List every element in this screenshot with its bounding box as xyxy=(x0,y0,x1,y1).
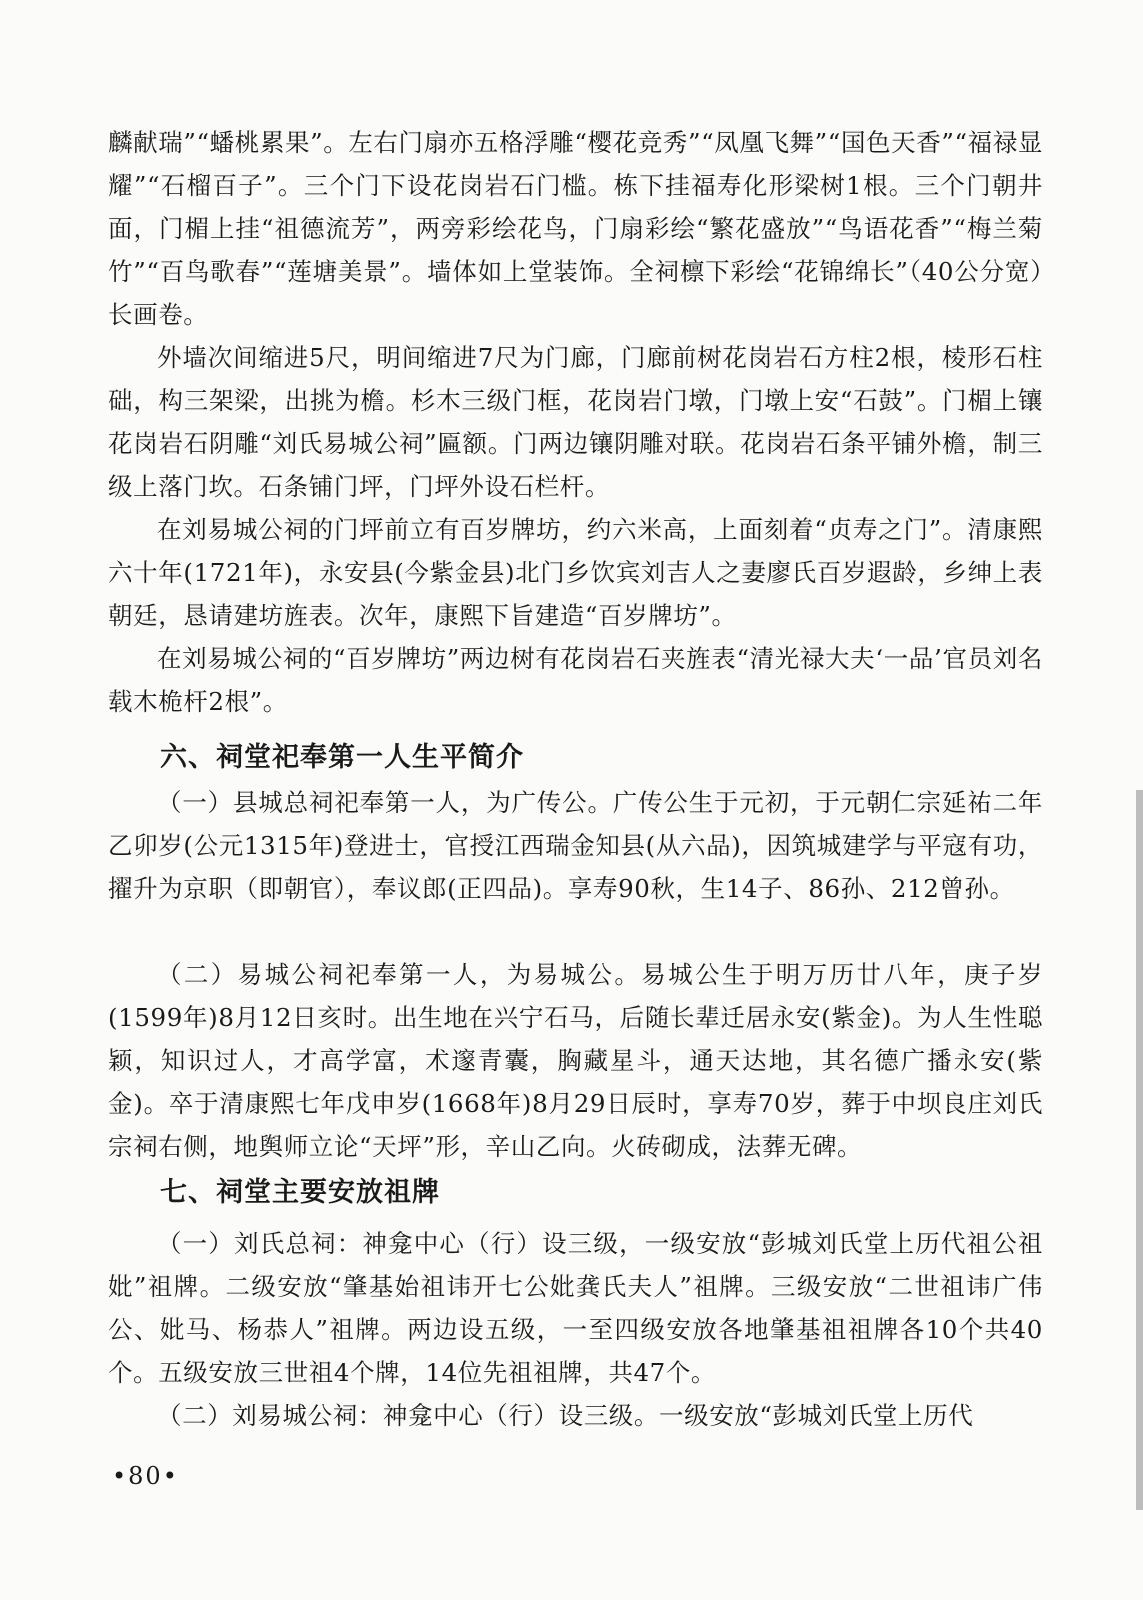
paragraph-yicheng-hall: （二）易城公祠祀奉第一人，为易城公。易城公生于明万历廿八年，庚子岁(1599年)8月12日亥时。出生地在兴宁石马，后随长辈迁居永安(紫金)。为人生性聪颖，知识过人，才高学富，术邃青囊，胸藏星斗，通天达地，其名德广播永安(紫金)。卒于清康熙七年戊申岁(1668年)8月29日辰时，享寿70岁，葬于中坝良庄刘氏宗祠右侧，地舆师立论“天坪”形，辛山乙向。火砖砌成，法葬无碑。 xyxy=(108,960,1043,1161)
section-heading-7: 七、祠堂主要安放祖牌 xyxy=(160,1177,440,1208)
section-heading-6: 六、祠堂祀奉第一人生平简介 xyxy=(160,742,524,773)
paragraph-main-hall-tablets: （一）刘氏总祠：神龛中心（行）设三级，一级安放“彭城刘氏堂上历代祖公祖妣”祖牌。二级安放“肇基始祖讳开七公妣龚氏夫人”祖牌。三级安放“二世祖讳广伟公、妣马、杨恭人”祖牌。两边设五级，一至四级安放各地肇基祖祖牌各10个共40个。五级安放三世祖4个牌，14位先祖祖牌，共47个。 xyxy=(108,1229,1043,1387)
paragraph-yicheng-hall-tablets: （二）刘易城公祠：神龛中心（行）设三级。一级安放“彭城刘氏堂上历代 xyxy=(157,1401,974,1430)
paragraph-flagpoles: 在刘易城公祠的“百岁牌坊”两边树有花岗岩石夹旌表“清光禄大夫‘一品’官员刘名载木桅杆2根”。 xyxy=(108,644,1043,716)
paragraph-county-ancestral-hall: （一）县城总祠祀奉第一人，为广传公。广传公生于元初，于元朝仁宗延祐二年乙卯岁(公元1315年)登进士，官授江西瑞金知县(从六品)，因筑城建学与平寇有功，擢升为京职（即朝官），奉议郎(正四品)。享寿90秋，生14子、86孙、212曾孙。 xyxy=(108,788,1043,903)
paragraph-door-carvings: 麟献瑞”“蟠桃累果”。左右门扇亦五格浮雕“樱花竞秀”“凤凰飞舞”“国色天香”“福禄显耀”“石榴百子”。三个门下设花岗岩石门槛。栋下挂福寿化形梁树1根。三个门朝井面，门楣上挂“祖德流芳”，两旁彩绘花鸟，门扇彩绘“繁花盛放”“鸟语花香”“梅兰菊竹”“百鸟歌春”“莲塘美景”。墙体如上堂装饰。全祠檩下彩绘“花锦绵长”（40公分宽）长画卷。 xyxy=(108,128,1043,329)
paragraph-outer-wall: 外墙次间缩进5尺，明间缩进7尺为门廊，门廊前树花岗岩石方柱2根，棱形石柱础，构三架梁，出挑为檐。杉木三级门框，花岗岩门墩，门墩上安“石鼓”。门楣上镶花岗岩石阴雕“刘氏易城公祠”匾额。门两边镶阴雕对联。花岗岩石条平铺外檐，制三级上落门坎。石条铺门坪，门坪外设石栏杆。 xyxy=(108,343,1043,501)
page-number: •80• xyxy=(112,1462,179,1490)
paragraph-centenarian-archway: 在刘易城公祠的门坪前立有百岁牌坊，约六米高，上面刻着“贞寿之门”。清康熙六十年(1721年)，永安县(今紫金县)北门乡饮宾刘吉人之妻廖氏百岁遐龄，乡绅上表朝廷，恳请建坊旌表。次年，康熙下旨建造“百岁牌坊”。 xyxy=(108,515,1043,630)
scan-edge-shadow xyxy=(1136,790,1143,1510)
